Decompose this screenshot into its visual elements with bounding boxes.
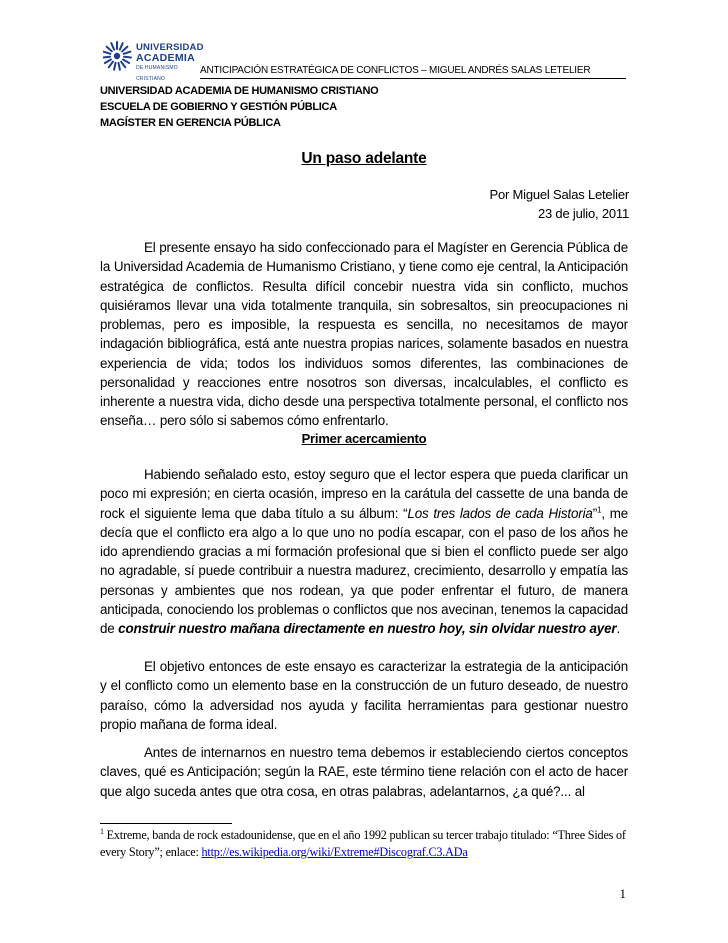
emphasis-text: construir nuestro mañana directamente en nuestro hoy, sin olvidar nuestro ayer: [118, 621, 617, 636]
album-title: Los tres lados de cada Historia: [407, 505, 593, 521]
date-line: 23 de julio, 2011: [537, 206, 629, 221]
paragraph-4: Antes de internarnos en nuestro tema debemos ir estableciendo ciertos conceptos claves, qué es Anticipación; según la RAE, este término tiene relación con el acto de hacer que algo suceda antes que otra cosa, en otras palabras, adelantarnos, ¿a qué?... al: [100, 745, 628, 799]
logo-text: [136, 42, 204, 85]
paragraph-2: Habiendo señalado esto, estoy seguro que el lector espera que pueda clarificar un poco mi expresión; en cierta ocasión, impreso en la carátula del cassette de una banda de rock el siguiente lema que daba título a su álbum: “Los tres lados de cada Historia”$^1$, me decía que el conflicto era algo a lo que uno no podía escapar, con el paso de los años he ido aprendiendo gracias a mi formación profesional que si bien el conflicto puede ser algo no agradable, sí puede contribuir a nuestra madurez, crecimiento, desarrollo y empatía las personas y ambientes que nos rodean, ya que poder enfrentar el futuro, de manera anticipada, conociendo los problemas o conflictos que nos avecinan, tenemos la capacidad de construir nuestro mañana directamente en nuestro hoy, sin olvidar nuestro ayer.: [100, 467, 628, 636]
paragraph-1: El presente ensayo ha sido confeccionado para el Magíster en Gerencia Pública de la Universidad Academia de Humanismo Cristiano, y tiene como eje central, la Anticipación estratégica de conflictos. Resulta difícil concebir nuestra vida sin conflicto, muchos quisiéramos llevar una vida totalmente tranquila, sin sobresaltos, sin preocupaciones ni problemas, pero es imposible, la respuesta es sencilla, no necesitamos de mayor indagación bibliográfica, está ante nuestra propias narices, solamente basados en nuestra experiencia de vida; todos los individuos somos diferentes, las combinaciones de personalidad y reacciones entre nosotros son diversas, incalculables, el conflicto es inherente a nuestra vida, dicho desde una perspectiva totalmente personal, el conflicto nos enseña… pero sólo si sabemos cómo enfrentarlo.: [100, 240, 628, 429]
institution-line-2: ESCUELA DE GOBIERNO Y GESTIÓN PÚBLICA: [100, 101, 337, 113]
footnote: $^1$ Extreme, banda de rock estadounidense, que en el año 1992 publican su tercer trabajo titulado: “Three Sides of every Story”; enlace: http://es.wikipedia.org/wiki/Extreme#Discograf.C3.ADa: [100, 826, 626, 859]
institution-line-3: MAGÍSTER EN GERENCIA PÚBLICA: [100, 117, 281, 129]
logo-line-2: ACADEMIA: [136, 52, 195, 64]
footnote-ref[interactable]: 1: [597, 505, 602, 515]
logo-line-1: UNIVERSIDAD: [136, 42, 204, 53]
university-logo: [103, 37, 204, 82]
running-header: ANTICIPACIÓN ESTRATÉGICA DE CONFLICTOS – MIGUEL ANDRÉS SALAS LETELIER: [200, 64, 626, 79]
footnote-mark: 1: [100, 826, 104, 836]
author-line: Por Miguel Salas Letelier: [489, 187, 629, 202]
institution-line-1: UNIVERSIDAD ACADEMIA DE HUMANISMO CRISTIANO: [100, 85, 379, 97]
document-title: Un paso adelante: [301, 150, 427, 167]
logo-line-3: DE HUMANISMO CRISTIANO: [136, 65, 178, 82]
footnote-divider: [100, 823, 232, 824]
sunburst-icon: [103, 39, 133, 75]
footnote-link[interactable]: http://es.wikipedia.org/wiki/Extreme#Discograf.C3.ADa: [201, 845, 468, 859]
paragraph-3: El objetivo entonces de este ensayo es caracterizar la estrategia de la anticipación y el conflicto como un elemento base en la construcción de un futuro deseado, de nuestro paraíso, cómo la adversidad nos ayuda y facilita herramientas para gestionar nuestro propio mañana de forma ideal.: [100, 659, 628, 732]
section-heading: Primer acercamiento: [301, 431, 427, 446]
page-number: 1: [619, 886, 626, 901]
